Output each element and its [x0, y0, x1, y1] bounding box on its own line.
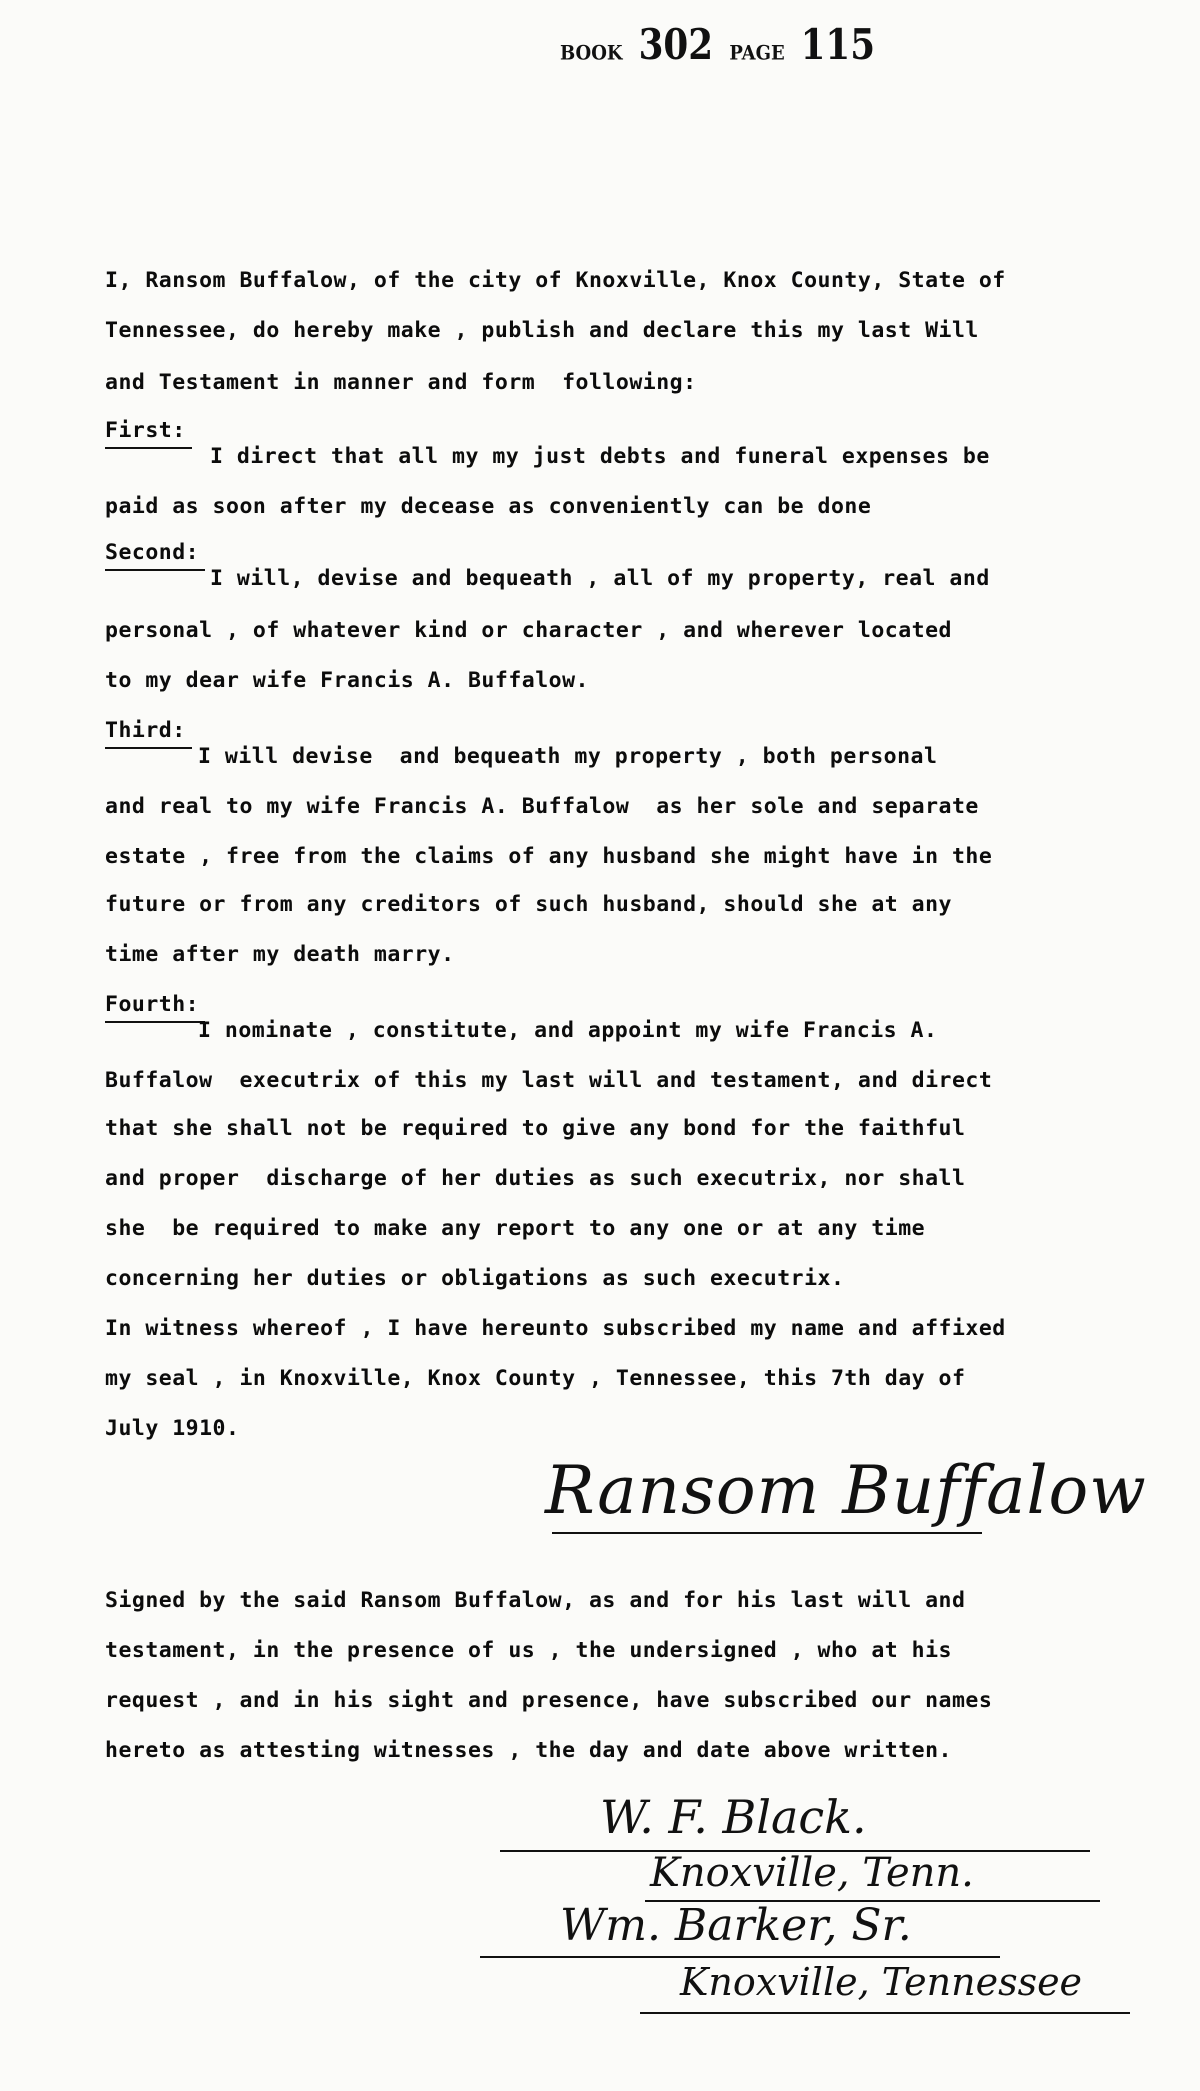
witness-address-line	[640, 2012, 1130, 2014]
witness-clause-line: July 1910.	[105, 1416, 240, 1441]
page-label: PAGE	[729, 41, 785, 66]
testator-signature: Ransom Buffalow	[545, 1452, 1147, 1529]
witness-clause-line: my seal , in Knoxville, Knox County , Tennessee, this 7th day of	[105, 1366, 966, 1391]
section-line: personal , of whatever kind or character , and wherever located	[105, 618, 952, 643]
attestation-line: hereto as attesting witnesses , the day and date above written.	[105, 1738, 952, 1763]
section-line: and real to my wife Francis A. Buffalow as her sole and separate	[105, 794, 979, 819]
book-page-reference	[560, 20, 886, 69]
witness-clause-line: In witness whereof , I have hereunto subscribed my name and affixed	[105, 1316, 1006, 1341]
section-line: I will devise and bequeath my property , both personal	[198, 744, 938, 769]
section-line: she be required to make any report to any one or at any time	[105, 1216, 926, 1241]
witness-signature: W. F. Black.	[600, 1790, 867, 1844]
section-line: time after my death marry.	[105, 942, 455, 967]
section-line: estate , free from the claims of any husband she might have in the	[105, 844, 993, 869]
section-line: I will, devise and bequeath , all of my property, real and	[210, 566, 990, 591]
witness-address: Knoxville, Tennessee	[680, 1960, 1083, 2004]
section-heading-fourth: Fourth:	[105, 994, 199, 1016]
attestation-line: Signed by the said Ransom Buffalow, as and for his last will and	[105, 1588, 966, 1613]
section-heading-third: Third:	[105, 720, 186, 742]
intro-line: I, Ransom Buffalow, of the city of Knoxville, Knox County, State of	[105, 268, 1006, 293]
attestation-line: testament, in the presence of us , the undersigned , who at his	[105, 1638, 952, 1663]
section-line: to my dear wife Francis A. Buffalow.	[105, 668, 589, 693]
book-number: 302	[638, 20, 714, 69]
intro-line: and Testament in manner and form following:	[105, 370, 697, 395]
witness-address: Knoxville, Tenn.	[650, 1850, 974, 1896]
section-line: concerning her duties or obligations as such executrix.	[105, 1266, 845, 1291]
section-line: I nominate , constitute, and appoint my wife Francis A.	[198, 1018, 938, 1043]
section-line: that she shall not be required to give any bond for the faithful	[105, 1116, 966, 1141]
section-line: paid as soon after my decease as conveniently can be done	[105, 494, 872, 519]
section-line: future or from any creditors of such husband, should she at any	[105, 892, 952, 917]
section-heading-second: Second:	[105, 542, 199, 564]
section-line: and proper discharge of her duties as such executrix, nor shall	[105, 1166, 966, 1191]
witness-signature-line	[480, 1956, 1000, 1958]
section-line: Buffalow executrix of this my last will and testament, and direct	[105, 1068, 993, 1093]
page-number: 115	[800, 20, 876, 69]
witness-signature: Wm. Barker, Sr.	[560, 1900, 912, 1951]
book-label: BOOK	[560, 41, 623, 66]
testator-signature-line	[552, 1532, 982, 1534]
attestation-line: request , and in his sight and presence, have subscribed our names	[105, 1688, 993, 1713]
section-line: I direct that all my my just debts and funeral expenses be	[210, 444, 990, 469]
intro-line: Tennessee, do hereby make , publish and declare this my last Will	[105, 318, 979, 343]
section-heading-first: First:	[105, 420, 186, 442]
